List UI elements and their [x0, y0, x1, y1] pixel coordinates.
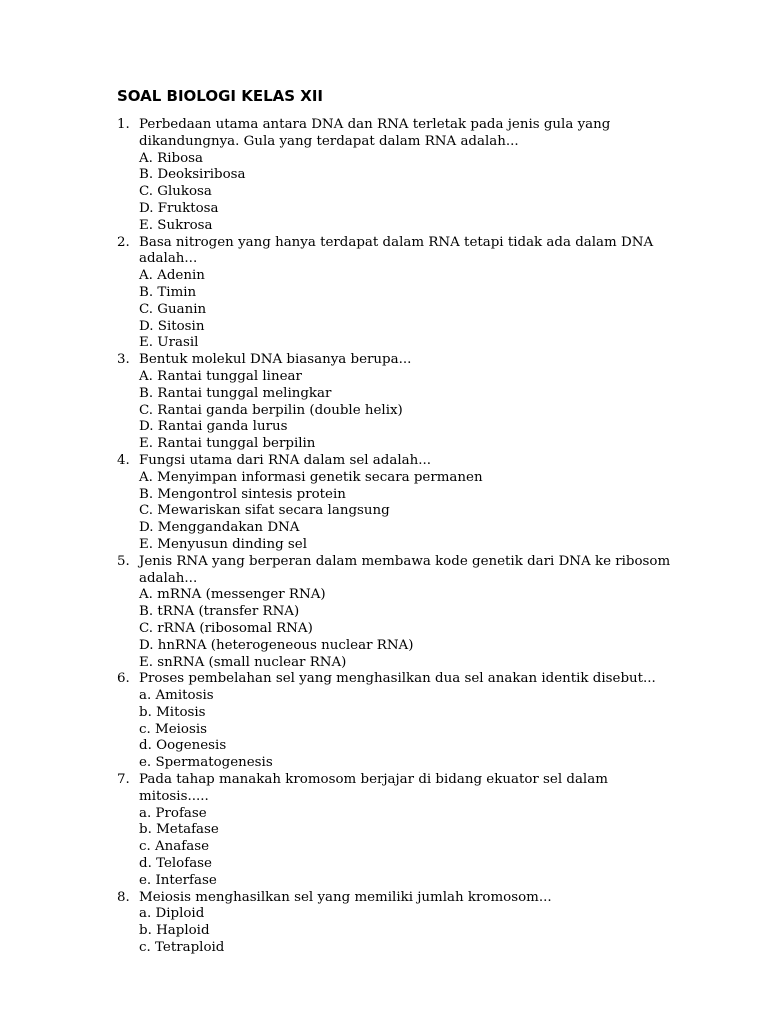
question-text: Fungsi utama dari RNA dalam sel adalah... — [139, 452, 431, 468]
answer-option: B. tRNA (transfer RNA) — [139, 604, 300, 620]
answer-option: A. Rantai tunggal linear — [139, 368, 302, 384]
answer-option: D. hnRNA (heterogeneous nuclear RNA) — [139, 637, 414, 653]
answer-option: C. Glukosa — [139, 184, 212, 200]
answer-option: d. Telofase — [139, 856, 212, 872]
question-item — [117, 352, 677, 453]
answer-option: E. Menyusun dinding sel — [139, 536, 307, 552]
answer-option: E. snRNA (small nuclear RNA) — [139, 654, 347, 670]
answer-option: C. Rantai ganda berpilin (double helix) — [139, 402, 403, 418]
question-number: 3. — [117, 352, 130, 368]
answer-option: A. Adenin — [139, 268, 205, 284]
question-number: 6. — [117, 671, 130, 687]
answer-option: c. Meiosis — [139, 721, 208, 737]
question-item — [117, 671, 677, 772]
answer-option: B. Deoksiribosa — [139, 167, 246, 183]
answer-option: E. Rantai tunggal berpilin — [139, 436, 316, 452]
answer-option: D. Menggandakan DNA — [139, 520, 300, 536]
answer-options — [139, 369, 677, 453]
answer-option: c. Anafase — [139, 839, 210, 855]
answer-option: C. rRNA (ribosomal RNA) — [139, 620, 313, 636]
question-number: 7. — [117, 772, 130, 788]
document-title: SOAL BIOLOGI KELAS XII — [117, 87, 323, 105]
question-number: 5. — [117, 553, 130, 569]
question-number: 2. — [117, 234, 130, 250]
answer-option: C. Guanin — [139, 301, 207, 317]
question-item — [117, 235, 677, 353]
question-list — [117, 117, 677, 957]
question-number: 8. — [117, 889, 130, 905]
answer-option: D. Sitosin — [139, 318, 205, 334]
question-item — [117, 554, 677, 672]
answer-option: c. Tetraploid — [139, 940, 225, 956]
answer-options — [139, 268, 677, 352]
answer-options — [139, 688, 677, 772]
answer-option: E. Urasil — [139, 335, 199, 351]
question-text: Meiosis menghasilkan sel yang memiliki jumlah kromosom... — [139, 889, 552, 905]
answer-option: e. Interfase — [139, 872, 217, 888]
question-number: 1. — [117, 117, 130, 132]
answer-option: e. Spermatogenesis — [139, 755, 273, 771]
question-text: Perbedaan utama antara DNA dan RNA terletak pada jenis gula yang dikandungnya. Gula yang terdapat dalam RNA adalah... — [139, 117, 611, 149]
answer-option: B. Rantai tunggal melingkar — [139, 385, 332, 401]
question-text: Bentuk molekul DNA biasanya berupa... — [139, 352, 412, 368]
answer-option: d. Oogenesis — [139, 738, 227, 754]
question-number: 4. — [117, 452, 130, 468]
question-text: Jenis RNA yang berperan dalam membawa kode genetik dari DNA ke ribosom adalah... — [139, 553, 671, 586]
answer-option: D. Rantai ganda lurus — [139, 419, 288, 435]
answer-option: b. Haploid — [139, 923, 210, 939]
question-item — [117, 453, 677, 554]
question-item — [117, 117, 677, 235]
answer-option: a. Profase — [139, 805, 207, 821]
answer-option: B. Timin — [139, 284, 197, 300]
answer-option: D. Fruktosa — [139, 200, 219, 216]
question-item — [117, 772, 677, 890]
answer-options — [139, 587, 677, 671]
answer-option: a. Diploid — [139, 906, 205, 922]
answer-option: a. Amitosis — [139, 688, 214, 704]
answer-option: C. Mewariskan sifat secara langsung — [139, 503, 390, 519]
answer-option: A. Ribosa — [139, 150, 204, 166]
answer-options — [139, 806, 677, 890]
answer-option: b. Mitosis — [139, 704, 206, 720]
question-text: Pada tahap manakah kromosom berjajar di bidang ekuator sel dalam mitosis..... — [139, 772, 608, 804]
answer-option: B. Mengontrol sintesis protein — [139, 486, 346, 502]
answer-option: A. Menyimpan informasi genetik secara permanen — [139, 469, 483, 485]
answer-option: A. mRNA (messenger RNA) — [139, 587, 326, 603]
answer-option: b. Metafase — [139, 822, 219, 838]
answer-options — [139, 906, 677, 956]
answer-options — [139, 151, 677, 235]
answer-options — [139, 470, 677, 554]
question-text: Basa nitrogen yang hanya terdapat dalam RNA tetapi tidak ada dalam DNA adalah... — [139, 234, 654, 267]
question-item — [117, 890, 677, 957]
answer-option: E. Sukrosa — [139, 217, 213, 233]
question-text: Proses pembelahan sel yang menghasilkan dua sel anakan identik disebut... — [139, 671, 656, 687]
